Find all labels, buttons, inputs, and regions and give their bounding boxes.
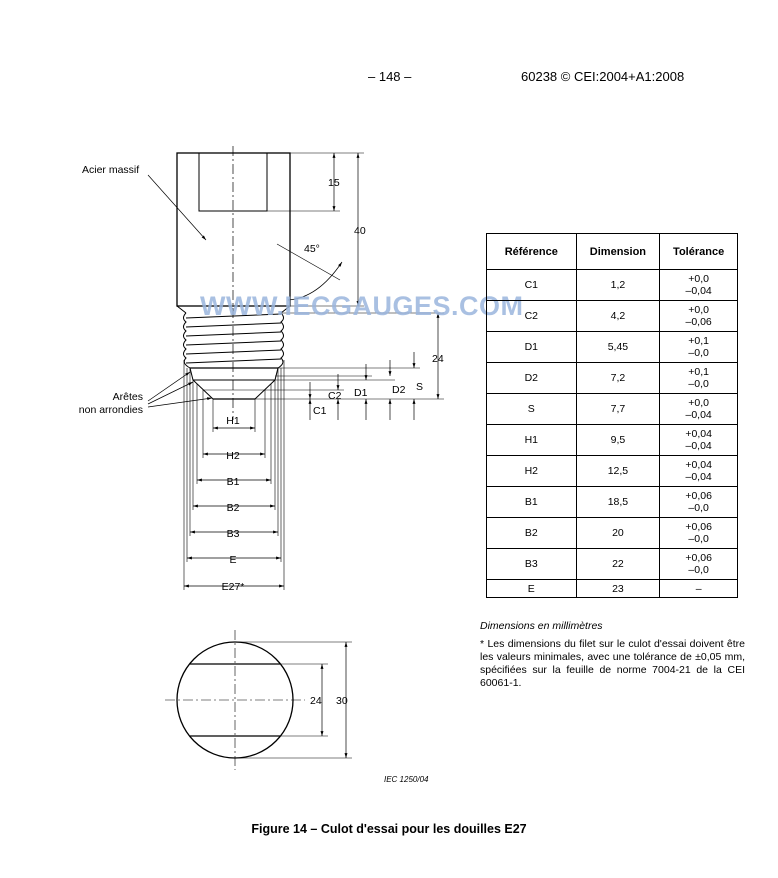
cell-dim: 4,2 xyxy=(576,301,660,332)
dim-h1: H1 xyxy=(226,415,240,427)
dim-end-24: 24 xyxy=(310,695,322,707)
cell-tol xyxy=(660,332,738,363)
cell-ref: H1 xyxy=(487,425,577,456)
cell-dim: 20 xyxy=(576,518,660,549)
dim-end-30: 30 xyxy=(336,695,348,707)
gauge-body xyxy=(177,153,290,306)
table-row xyxy=(487,425,738,456)
cell-ref: B2 xyxy=(487,518,577,549)
cell-ref: S xyxy=(487,394,577,425)
col-header-reference: Référence xyxy=(487,234,577,270)
tol-lower: –0,06 xyxy=(685,316,712,328)
col-header-tolerance: Tolérance xyxy=(660,234,738,270)
dimensions-table xyxy=(486,233,738,598)
tol-upper: +0,1 xyxy=(688,335,709,347)
cell-tol xyxy=(660,394,738,425)
cell-dim: 18,5 xyxy=(576,487,660,518)
tol-lower: –0,04 xyxy=(685,409,712,421)
dim-d2: D2 xyxy=(392,384,406,396)
cell-dim: 9,5 xyxy=(576,425,660,456)
cell-ref: B3 xyxy=(487,549,577,580)
table-row xyxy=(487,518,738,549)
label-angle: 45° xyxy=(304,243,320,255)
cell-ref: B1 xyxy=(487,487,577,518)
cell-tol xyxy=(660,363,738,394)
table-row xyxy=(487,487,738,518)
dim-c2: C2 xyxy=(328,390,342,402)
col-header-dimension: Dimension xyxy=(576,234,660,270)
figure-caption: Figure 14 – Culot d'essai pour les douilles E27 xyxy=(251,822,527,836)
table-row xyxy=(487,580,738,598)
dimensions-note: Dimensions en millimètres xyxy=(480,620,603,632)
cell-tol xyxy=(660,456,738,487)
dim-b3: B3 xyxy=(226,528,240,540)
dim-24-side: 24 xyxy=(432,353,444,365)
dim-c1: C1 xyxy=(313,405,327,417)
dim-40: 40 xyxy=(354,225,366,237)
cell-tol xyxy=(660,270,738,301)
cell-ref: H2 xyxy=(487,456,577,487)
tol-lower: –0,0 xyxy=(688,564,709,576)
label-material: Acier massif xyxy=(82,164,140,176)
cell-dim: 23 xyxy=(576,580,660,598)
tol-upper: +0,06 xyxy=(685,521,712,533)
table-row xyxy=(487,549,738,580)
cell-dim: 7,7 xyxy=(576,394,660,425)
tol-upper: +0,0 xyxy=(688,273,709,285)
cell-tol xyxy=(660,549,738,580)
tol-upper: +0,1 xyxy=(688,366,709,378)
dim-e27: E27* xyxy=(221,581,245,593)
tol-lower: –0,0 xyxy=(688,347,709,359)
table-row xyxy=(487,363,738,394)
watermark: WWW.IECGAUGES.COM xyxy=(200,291,524,321)
cell-ref: D2 xyxy=(487,363,577,394)
page-number: – 148 – xyxy=(368,69,412,84)
tol-lower: –0,04 xyxy=(685,471,712,483)
table-row xyxy=(487,332,738,363)
iec-reference: IEC 1250/04 xyxy=(384,775,429,784)
cell-ref: E xyxy=(487,580,577,598)
dim-b1: B1 xyxy=(226,476,240,488)
cell-tol xyxy=(660,487,738,518)
cell-dim: 22 xyxy=(576,549,660,580)
tol-lower: –0,0 xyxy=(688,533,709,545)
cell-tol xyxy=(660,425,738,456)
dim-b2: B2 xyxy=(226,502,240,514)
tol-upper: +0,06 xyxy=(685,490,712,502)
tol-upper: +0,0 xyxy=(688,304,709,316)
cell-tol: – xyxy=(660,580,738,598)
tol-lower: –0,04 xyxy=(685,285,712,297)
cell-tol xyxy=(660,301,738,332)
dim-s: S xyxy=(416,381,424,393)
table-row xyxy=(487,394,738,425)
table-row xyxy=(487,270,738,301)
standard-reference: 60238 © CEI:2004+A1:2008 xyxy=(521,69,685,84)
cell-ref: C1 xyxy=(487,270,577,301)
table-row xyxy=(487,456,738,487)
tol-upper: +0,04 xyxy=(685,428,712,440)
tol-upper: +0,04 xyxy=(685,459,712,471)
label-edges-2: non arrondies xyxy=(78,404,143,416)
tol-upper: +0,0 xyxy=(688,397,709,409)
tol-lower: –0,0 xyxy=(688,502,709,514)
table-row xyxy=(487,301,738,332)
cell-ref: D1 xyxy=(487,332,577,363)
cell-ref: C2 xyxy=(487,301,577,332)
cell-dim: 7,2 xyxy=(576,363,660,394)
dim-h2: H2 xyxy=(226,450,240,462)
tol-lower: –0,0 xyxy=(688,378,709,390)
cell-dim: 5,45 xyxy=(576,332,660,363)
tol-upper: +0,06 xyxy=(685,552,712,564)
dim-e: E xyxy=(229,554,237,566)
dim-d1: D1 xyxy=(354,387,368,399)
cell-tol xyxy=(660,518,738,549)
tol-lower: –0,04 xyxy=(685,440,712,452)
cell-dim: 1,2 xyxy=(576,270,660,301)
cell-dim: 12,5 xyxy=(576,456,660,487)
label-edges-1: Arêtes xyxy=(112,391,143,403)
dim-15: 15 xyxy=(328,177,340,189)
thread-footnote: * Les dimensions du filet sur le culot d'essai doivent être les valeurs minimales, avec une tolérance de ±0,05 mm, spécifiées sur la feuille de norme 7004-21 de la CEI 60061-1. xyxy=(480,638,745,689)
